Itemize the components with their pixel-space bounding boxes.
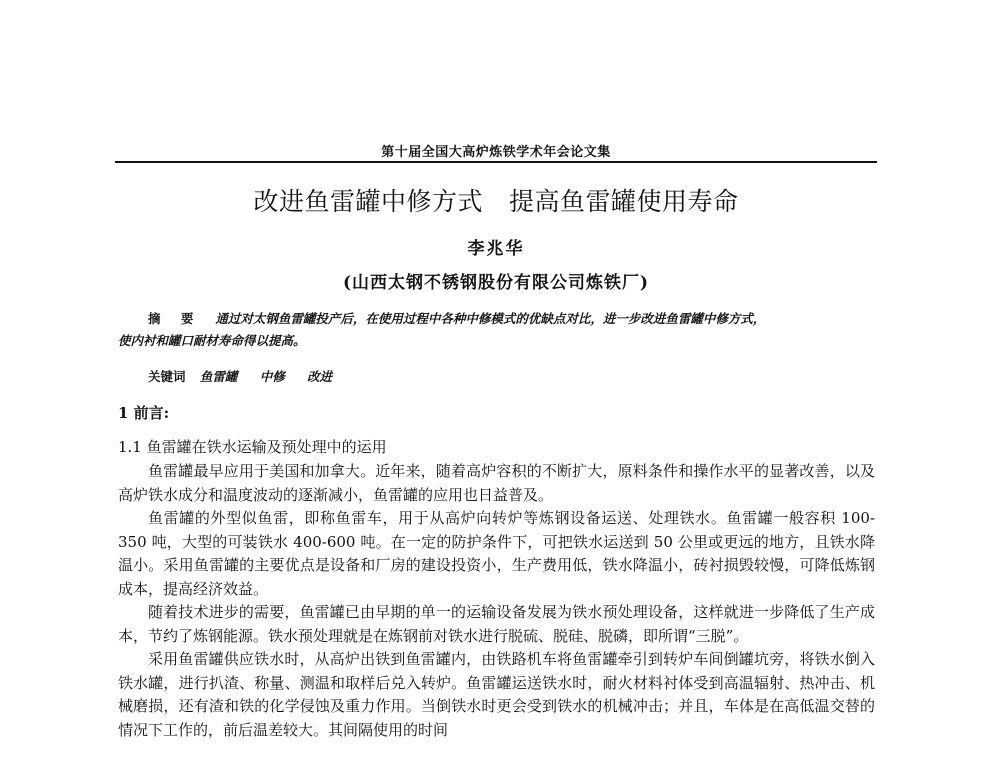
paragraph: 采用鱼雷罐供应铁水时，从高炉出铁到鱼雷罐内，由铁路机车将鱼雷罐牵引到转炉车间倒罐坑旁，将铁水倒入铁水罐，进行扒渣、称量、测温和取样后兑入转炉。鱼雷罐运送铁水时，耐火材料衬体受到高温辐射、热冲击、机械磨损，还有渣和铁的化学侵蚀及重力作用。当倒铁水时更会受到铁水的机械冲击；并且，车体是在高低温交替的情况下工作的，前后温差较大。其间隔使用的时间 xyxy=(118,650,875,739)
keyword-item: 鱼雷罐 xyxy=(199,369,238,384)
author-name: 李兆华 xyxy=(467,239,525,259)
paragraph: 随着技术进步的需要，鱼雷罐已由早期的单一的运输设备发展为铁水预处理设备，这样就进一步降低了生产成本，节约了炼钢能源。铁水预处理就是在炼钢前对铁水进行脱硫、脱硅、脱磷，即所谓“三脱”。 xyxy=(118,603,875,645)
abstract-line-1 xyxy=(118,308,874,330)
keywords xyxy=(148,367,350,385)
abstract xyxy=(118,308,874,352)
abstract-label: 摘 要 xyxy=(148,311,202,326)
subsection-heading: 1.1 鱼雷罐在铁水运输及预处理中的运用 xyxy=(118,438,387,456)
title-part-1: 改进鱼雷罐中修方式 xyxy=(253,187,483,216)
title-part-2: 提高鱼雷罐使用寿命 xyxy=(509,187,739,216)
keyword-item: 中修 xyxy=(259,369,285,384)
abstract-text-1: 通过对太钢鱼雷罐投产后，在使用过程中各种中修模式的优缺点对比，进一步改进鱼雷罐中修方式， xyxy=(215,311,766,326)
paragraph: 鱼雷罐最早应用于美国和加拿大。近年来，随着高炉容积的不断扩大，原料条件和操作水平的显著改善，以及高炉铁水成分和温度波动的逐渐减小，鱼雷罐的应用也日益普及。 xyxy=(118,462,875,504)
author-affiliation: (山西太钢不锈钢股份有限公司炼铁厂) xyxy=(342,273,650,293)
keyword-item: 改进 xyxy=(307,369,333,384)
body-text xyxy=(118,460,875,742)
running-head: 第十届全国大高炉炼铁学术年会论文集 xyxy=(381,145,611,160)
abstract-line-2: 使内衬和罐口耐材寿命得以提高。 xyxy=(118,333,306,348)
paragraph: 鱼雷罐的外型似鱼雷，即称鱼雷车，用于从高炉向转炉等炼钢设备运送、处理铁水。鱼雷罐一般容积 100-350 吨，大型的可装铁水 400-600 吨。在一定的防护条件下，可把铁水运送到 50 公里或更远的地方，且铁水降温小。采用鱼雷罐的主要优点是设备和厂房的建设投资小，生产费用低，铁水降温小，砖衬损毁较慢，可降低炼钢成本，提高经济效益。 xyxy=(118,509,875,598)
header-rule xyxy=(115,161,877,163)
keywords-label: 关键词 xyxy=(148,369,186,384)
paper-title xyxy=(115,182,877,218)
section-heading: 1 前言: xyxy=(118,404,170,422)
